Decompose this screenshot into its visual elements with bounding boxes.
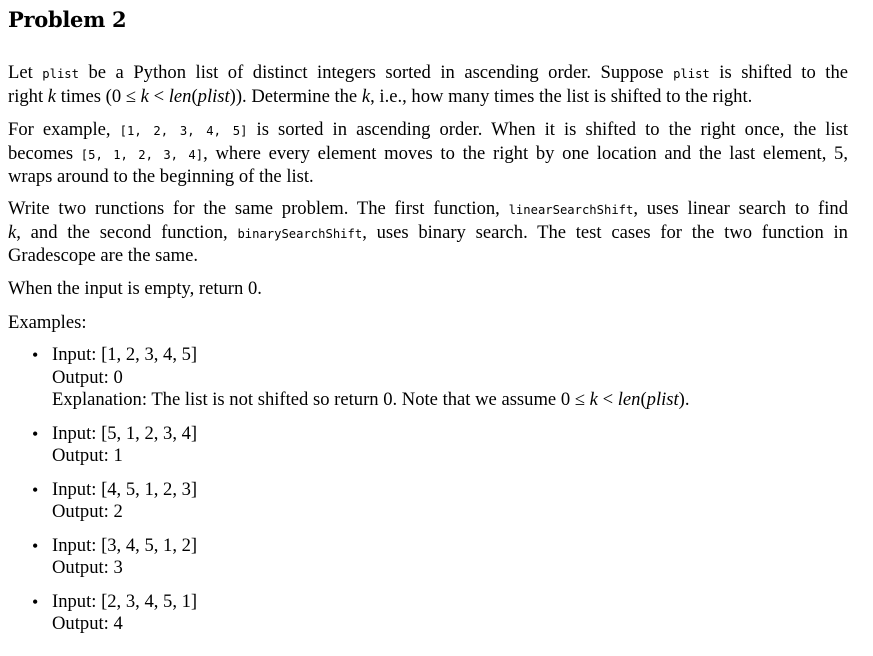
example-input: Input: [2, 3, 4, 5, 1] <box>52 590 198 612</box>
example-input: Input: [1, 2, 3, 4, 5] <box>52 344 198 365</box>
bullet-icon: • <box>32 535 39 556</box>
inline-code-list: [5, 1, 2, 3, 4] <box>80 147 204 162</box>
inline-code-function-name: linearSearchShift <box>508 203 634 217</box>
example-output: Output: 3 <box>52 557 123 578</box>
paragraph-functions-line-1: Write two runctions for the same problem. The first function, linearSearchShift, uses linear search to find <box>8 198 849 219</box>
problem-title: Problem 2 <box>8 7 127 32</box>
paragraph-example-line-1: For example, [1, 2, 3, 4, 5] is sorted in ascending order. When it is shifted to the right once, the list <box>8 119 849 140</box>
example-output: Output: 2 <box>52 501 123 522</box>
list-item <box>8 535 868 580</box>
inline-code-plist: plist <box>673 67 710 81</box>
paragraph-example-line-2: becomes [5, 1, 2, 3, 4], where every element moves to the right by one location and the last element, 5, <box>8 142 848 164</box>
example-output: Output: 0 <box>52 366 123 388</box>
inline-code-function-name: binarySearchShift <box>237 226 363 241</box>
paragraph-functions-line-3: Gradescope are the same. <box>8 245 198 266</box>
paragraph-intro <box>8 62 848 108</box>
list-item <box>8 423 868 468</box>
paragraph-example <box>8 119 848 189</box>
inline-code-plist: plist <box>42 67 79 81</box>
bullet-icon: • <box>32 479 39 500</box>
example-explanation: Explanation: The list is not shifted so return 0. Note that we assume 0 ≤ k < len(plist). <box>52 389 690 410</box>
paragraph-functions <box>8 198 848 268</box>
example-input: Input: [5, 1, 2, 3, 4] <box>52 422 198 444</box>
paragraph-intro-line-1: Let plist be a Python list of distinct integers sorted in ascending order. Suppose plist is shifted to the <box>8 62 848 83</box>
paragraph-examples-heading: Examples: <box>8 312 87 333</box>
list-item <box>8 479 868 524</box>
list-item <box>8 344 868 412</box>
examples-list <box>8 344 868 636</box>
paragraph-functions-line-2: k, and the second function, binarySearchShift, uses binary search. The test cases for the two function in <box>8 221 848 243</box>
paragraph-empty-input: When the input is empty, return 0. <box>8 278 262 299</box>
list-item <box>8 591 868 636</box>
bullet-icon: • <box>32 345 39 365</box>
example-input: Input: [3, 4, 5, 1, 2] <box>52 534 198 556</box>
inline-code-list: [1, 2, 3, 4, 5] <box>119 124 248 138</box>
paragraph-example-line-3: wraps around to the beginning of the list. <box>8 166 314 187</box>
paragraph-intro-line-2: right k times (0 ≤ k < len(plist)). Determine the k, i.e., how many times the list is shifted to the right. <box>8 85 753 107</box>
example-output: Output: 4 <box>52 613 123 634</box>
example-output: Output: 1 <box>52 445 123 466</box>
bullet-icon: • <box>32 591 39 612</box>
bullet-icon: • <box>32 423 39 444</box>
example-input: Input: [4, 5, 1, 2, 3] <box>52 478 198 500</box>
